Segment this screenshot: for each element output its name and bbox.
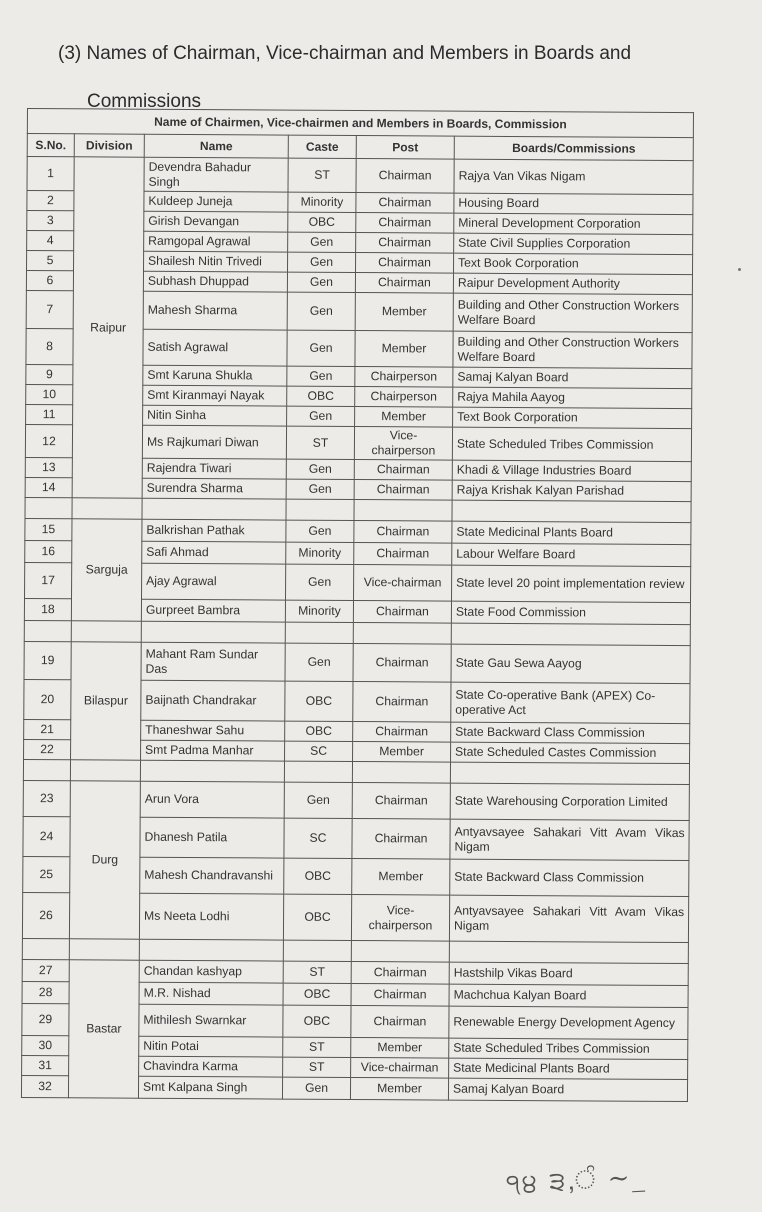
cell-name: Baijnath Chandrakar [141,680,285,721]
handwritten-signature: ੧੪ ੩,ੰ ~_ [505,1162,648,1200]
cell-name: Ms Neeta Lodhi [139,893,283,940]
cell-post: Chairman [352,783,450,820]
cell-name: Ms Rajkumari Diwan [142,425,286,459]
cell-board: Building and Other Construction Workers Welfare Board [453,293,692,332]
cell-post: Member [355,407,453,428]
spacer-cell [285,622,353,643]
cell-post: Vice-chairperson [351,894,449,941]
cell-post: Chairman [351,1005,449,1038]
spacer-cell [353,623,451,645]
cell-caste: SC [284,818,352,858]
cell-post: Chairman [351,961,449,984]
cell-caste: ST [283,961,351,983]
cell-board: State Food Commission [451,601,690,624]
appointments-table [21,108,694,1102]
cell-caste: OBC [285,721,353,741]
cell-sno: 28 [22,981,69,1003]
cell-sno: 12 [25,424,72,457]
spacer-cell [283,940,351,961]
spacer-cell [70,760,140,781]
appointments-table-container [21,108,693,1102]
cell-caste: Minority [286,542,354,564]
cell-board: Rajya Mahila Aayog [453,387,692,408]
cell-sno: 22 [24,739,71,759]
cell-name: Mahesh Sharma [143,291,287,330]
cell-board: Text Book Corporation [453,407,692,428]
cell-sno: 17 [25,562,72,598]
table-row [23,780,689,820]
cell-name: Girish Devangan [144,211,288,232]
cell-caste: Gen [286,479,354,499]
cell-board: Text Book Corporation [453,253,692,274]
cell-board: Raipur Development Authority [453,273,692,294]
cell-name: Devendra Bahadur Singh [144,157,288,192]
cell-board: Labour Welfare Board [452,543,691,566]
cell-sno: 1 [27,157,74,191]
cell-board: State Backward Class Commission [450,859,689,896]
cell-post: Chairperson [355,367,453,388]
cell-board: Housing Board [454,193,693,214]
table-row [22,959,688,985]
cell-caste: Gen [285,564,353,600]
header-caste: Caste [288,135,356,158]
cell-caste: OBC [287,386,355,406]
spacer-cell [351,940,449,962]
cell-board: State Scheduled Tribes Commission [449,1038,688,1059]
cell-caste: Gen [284,782,352,818]
cell-post: Chairman [354,521,452,544]
cell-caste: Gen [282,1077,350,1099]
header-division: Division [74,134,144,157]
cell-caste: OBC [288,212,356,232]
cell-name: Shailesh Nitin Trivedi [144,251,288,272]
cell-board: State Scheduled Tribes Commission [452,427,691,461]
cell-caste: OBC [283,894,351,940]
cell-caste: Gen [286,459,354,479]
cell-board: Antyavsayee Sahakari Vitt Avam Vikas Nigam [450,819,689,860]
cell-name: Arun Vora [140,781,284,818]
cell-name: Kuldeep Juneja [144,191,288,212]
cell-name: Thaneshwar Sahu [141,720,285,741]
spacer-cell [140,760,284,782]
cell-name: Smt Padma Manhar [141,740,285,761]
cell-sno: 2 [27,191,74,211]
cell-post: Vice-chairman [353,565,451,602]
cell-sno: 11 [26,404,73,424]
cell-sno: 26 [22,892,69,938]
cell-post: Chairman [356,253,454,274]
cell-sno: 25 [23,856,70,892]
heading-line-1: (3) Names of Chairman, Vice-chairman and Members in Boards and [58,43,632,64]
cell-board: Building and Other Construction Workers Welfare Board [453,331,692,368]
cell-name: Smt Kalpana Singh [138,1076,282,1099]
cell-sno: 32 [21,1075,68,1097]
cell-name: M.R. Nishad [139,982,283,1005]
cell-post: Chairman [353,722,451,743]
cell-post: Chairman [351,983,449,1006]
cell-sno: 4 [27,231,74,251]
spacer-cell [286,499,354,520]
spacer-cell [23,759,70,780]
cell-sno: 14 [25,477,72,497]
cell-board: Samaj Kalyan Board [448,1078,687,1101]
cell-board: Machchua Kalyan Board [449,984,688,1007]
header-name: Name [144,134,288,158]
cell-caste: ST [283,1037,351,1057]
spacer-cell [141,621,285,643]
spacer-cell [352,762,450,784]
cell-board: Renewable Energy Development Agency [449,1006,688,1039]
cell-name: Smt Karuna Shukla [143,365,287,386]
cell-sno: 7 [26,290,73,328]
cell-name: Smt Kiranmayi Nayak [143,385,287,406]
cell-post: Chairman [354,480,452,501]
cell-name: Surendra Sharma [142,478,286,499]
cell-caste: Gen [286,520,354,542]
cell-post: Chairman [355,273,453,294]
cell-name: Nitin Sinha [143,405,287,426]
cell-sno: 15 [25,518,72,540]
cell-board: Samaj Kalyan Board [453,367,692,388]
cell-sno: 13 [25,457,72,477]
cell-post: Chairman [356,193,454,214]
cell-caste: Gen [287,330,355,366]
cell-sno: 16 [25,540,72,562]
cell-division: Durg [69,781,140,939]
spacer-cell [24,620,71,641]
cell-name: Balkrishan Pathak [142,519,286,542]
cell-caste: Gen [288,252,356,272]
cell-board: State Medicinal Plants Board [449,1058,688,1079]
cell-division: Sarguja [71,519,142,621]
spacer-cell [72,498,142,519]
cell-sno: 19 [24,641,71,679]
cell-post: Chairman [356,159,454,194]
cell-division: Bilaspur [71,642,142,760]
cell-caste: Gen [287,366,355,386]
spacer-cell [22,938,69,959]
cell-division: Bastar [68,960,139,1098]
cell-name: Dhanesh Patila [140,817,284,858]
cell-sno: 9 [26,364,73,384]
spacer-cell [449,941,688,963]
cell-sno: 23 [23,780,70,816]
cell-board: State Scheduled Castes Commission [451,742,690,763]
cell-sno: 27 [22,959,69,981]
cell-sno: 3 [27,211,74,231]
cell-sno: 6 [26,271,73,291]
cell-name: Mahant Ram Sundar Das [141,642,285,681]
cell-sno: 24 [23,816,70,856]
spacer-cell [451,623,690,645]
header-post: Post [356,136,454,160]
cell-sno: 5 [27,251,74,271]
cell-caste: ST [288,158,356,192]
cell-name: Ajay Agrawal [142,563,286,600]
spacer-cell [354,500,452,522]
spacer-cell [284,761,352,782]
cell-board: Rajya Krishak Kalyan Parishad [452,480,691,501]
cell-division: Raipur [72,157,144,498]
cell-caste: OBC [285,681,353,721]
cell-post: Chairman [354,460,452,481]
cell-post: Member [350,1077,448,1100]
heading-line-2: Commissions [87,91,202,112]
cell-name: Gurpreet Bambra [141,599,285,622]
spacer-cell [139,939,283,961]
cell-caste: Gen [287,272,355,292]
cell-name: Mahesh Chandravanshi [140,857,284,894]
cell-post: Chairman [353,601,451,624]
cell-caste: Minority [288,192,356,212]
table-row [25,518,691,544]
cell-board: State Civil Supplies Corporation [454,233,693,254]
cell-sno: 8 [26,328,73,364]
cell-post: Chairman [356,213,454,234]
cell-board: State Medicinal Plants Board [452,521,691,544]
cell-caste: OBC [283,983,351,1005]
cell-caste: Gen [288,232,356,252]
cell-name: Satish Agrawal [143,329,287,366]
cell-sno: 18 [24,598,71,620]
header-sno: S.No. [27,134,74,157]
cell-post: Member [353,742,451,763]
cell-board: Hastshilp Vikas Board [449,962,688,985]
cell-post: Chairman [354,543,452,566]
cell-post: Chairperson [355,387,453,408]
cell-name: Subhash Dhuppad [143,271,287,292]
table-row [24,641,690,683]
cell-board: State Co-operative Bank (APEX) Co-operative Act [451,682,690,723]
cell-name: Safi Ahmad [142,541,286,564]
cell-board: Khadi & Village Industries Board [452,460,691,481]
cell-board: State Gau Sewa Aayog [451,644,690,683]
speck-mark [738,268,741,271]
cell-caste: ST [286,426,354,459]
cell-post: Member [351,1037,449,1058]
cell-board: State Warehousing Corporation Limited [450,783,689,820]
cell-caste: Gen [287,292,355,330]
cell-post: Member [355,331,453,368]
cell-board: State Backward Class Commission [451,722,690,743]
cell-sno: 20 [24,679,71,719]
cell-name: Mithilesh Swarnkar [139,1004,283,1037]
cell-post: Chairman [353,682,451,723]
cell-post: Chairman [352,818,450,859]
cell-sno: 30 [22,1035,69,1055]
cell-sno: 29 [22,1003,69,1035]
cell-caste: OBC [283,1005,351,1037]
spacer-cell [450,762,689,784]
cell-caste: Minority [285,600,353,622]
table-row [27,157,693,195]
cell-post: Chairman [353,644,451,683]
cell-name: Chavindra Karma [139,1056,283,1077]
cell-caste: Gen [285,643,353,681]
cell-post: Member [355,293,453,332]
cell-sno: 10 [26,384,73,404]
cell-post: Chairman [356,233,454,254]
cell-caste: Gen [287,406,355,426]
cell-name: Rajendra Tiwari [142,458,286,479]
spacer-cell [452,500,691,522]
cell-name: Chandan kashyap [139,960,283,983]
cell-caste: SC [285,741,353,761]
cell-board: State level 20 point implementation review [451,565,690,602]
spacer-cell [25,497,72,518]
cell-post: Vice-chairperson [354,427,452,461]
cell-board: Antyavsayee Sahakari Vitt Avam Vikas Nigam [449,895,688,942]
cell-post: Member [352,858,450,895]
cell-post: Vice-chairman [351,1057,449,1078]
cell-name: Nitin Potai [139,1036,283,1057]
cell-sno: 21 [24,719,71,739]
cell-board: Rajya Van Vikas Nigam [454,159,693,194]
cell-caste: OBC [284,858,352,894]
spacer-cell [71,621,141,642]
spacer-cell [142,498,286,520]
spacer-cell [69,939,139,960]
cell-name: Ramgopal Agrawal [144,231,288,252]
cell-caste: ST [283,1057,351,1077]
cell-board: Mineral Development Corporation [454,213,693,234]
cell-sno: 31 [22,1055,69,1075]
header-board: Boards/Commissions [454,136,693,160]
table-title: Name of Chairmen, Vice-chairmen and Members in Boards, Commission [27,109,693,138]
